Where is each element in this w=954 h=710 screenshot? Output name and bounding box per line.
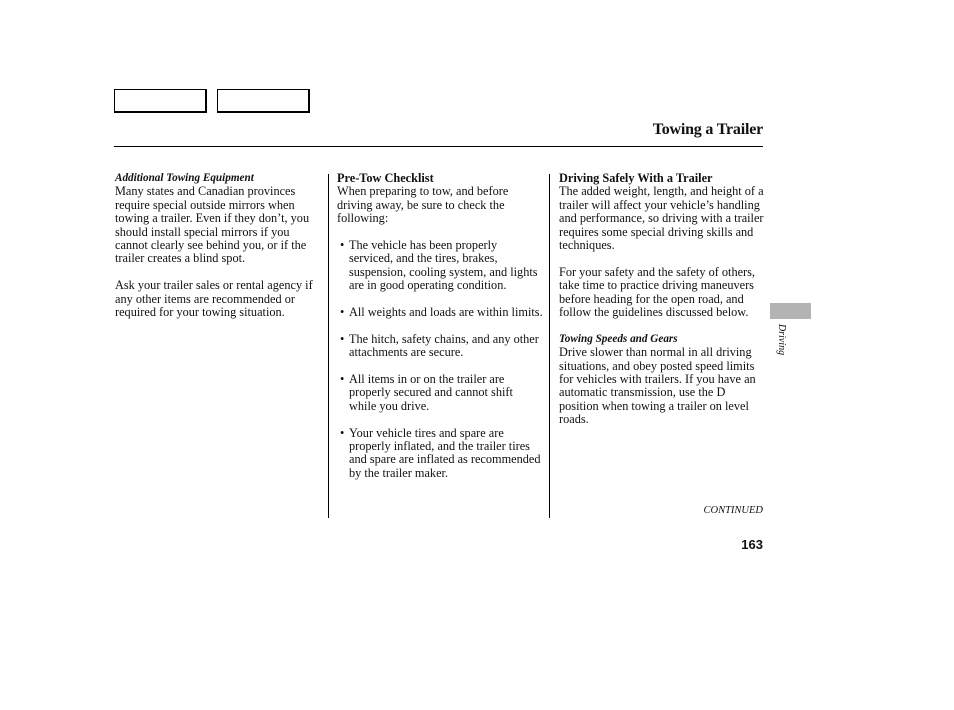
section-tab — [770, 303, 811, 319]
column-divider-1 — [328, 174, 329, 518]
column-middle — [337, 172, 543, 480]
checklist — [337, 239, 543, 480]
nav-button-previous[interactable] — [114, 89, 207, 113]
paragraph: Drive slower than normal in all driving situations, and obey posted speed limits for vehicles with trailers. If you have an automatic transmission, use the D position when towing a trailer on level roads. — [559, 345, 756, 427]
section-tab-label: Driving — [776, 324, 787, 356]
page-number: 163 — [741, 537, 763, 552]
bullet-icon: • — [340, 372, 345, 387]
list-item-text: The vehicle has been properly serviced, and the tires, brakes, suspension, cooling system, and lights are in good operating condition. — [349, 238, 538, 293]
section-heading-driving-safely: Driving Safely With a Trailer — [559, 171, 713, 185]
column-left — [115, 172, 323, 319]
list-item — [337, 373, 543, 413]
bullet-icon: • — [340, 305, 345, 320]
list-item-text: All items in or on the trailer are properly secured and cannot shift while you drive. — [349, 372, 513, 413]
bullet-icon: • — [340, 425, 345, 440]
paragraph: Ask your trailer sales or rental agency if any other items are recommended or required for your towing situation. — [115, 278, 313, 320]
bullet-icon: • — [340, 238, 345, 253]
continued-label: CONTINUED — [703, 505, 763, 516]
page-title: Towing a Trailer — [652, 121, 763, 138]
list-item — [337, 239, 543, 293]
list-item — [337, 306, 543, 319]
bullet-icon: • — [340, 331, 345, 346]
nav-button-next[interactable] — [217, 89, 310, 113]
list-item — [337, 333, 543, 360]
header-rule — [114, 146, 763, 147]
column-divider-2 — [549, 174, 550, 518]
section-heading-additional-equipment: Additional Towing Equipment — [115, 172, 254, 184]
column-right — [559, 172, 765, 427]
section-heading-pre-tow-checklist: Pre-Tow Checklist — [337, 171, 434, 185]
list-item — [337, 427, 543, 481]
paragraph: For your safety and the safety of others, take time to practice driving maneuvers before heading for the open road, and follow the guidelines discussed below. — [559, 264, 756, 320]
list-item-text: Your vehicle tires and spare are properly inflated, and the trailer tires and spare are inflated as recommended by the trailer maker. — [349, 425, 541, 480]
paragraph: When preparing to tow, and before driving away, be sure to check the following: — [337, 184, 509, 226]
list-item-text: All weights and loads are within limits. — [349, 305, 543, 320]
list-item-text: The hitch, safety chains, and any other attachments are secure. — [349, 331, 539, 360]
paragraph: The added weight, length, and height of a trailer will affect your vehicle’s handling and performance, so driving with a trailer requires some special driving skills and techniques. — [559, 184, 764, 253]
section-heading-towing-speeds: Towing Speeds and Gears — [559, 332, 678, 345]
paragraph: Many states and Canadian provinces require special outside mirrors when towing a trailer. Even if they don’t, you should install special mirrors if you cannot clearly see behind you, or if the trailer creates a blind spot. — [115, 184, 310, 266]
